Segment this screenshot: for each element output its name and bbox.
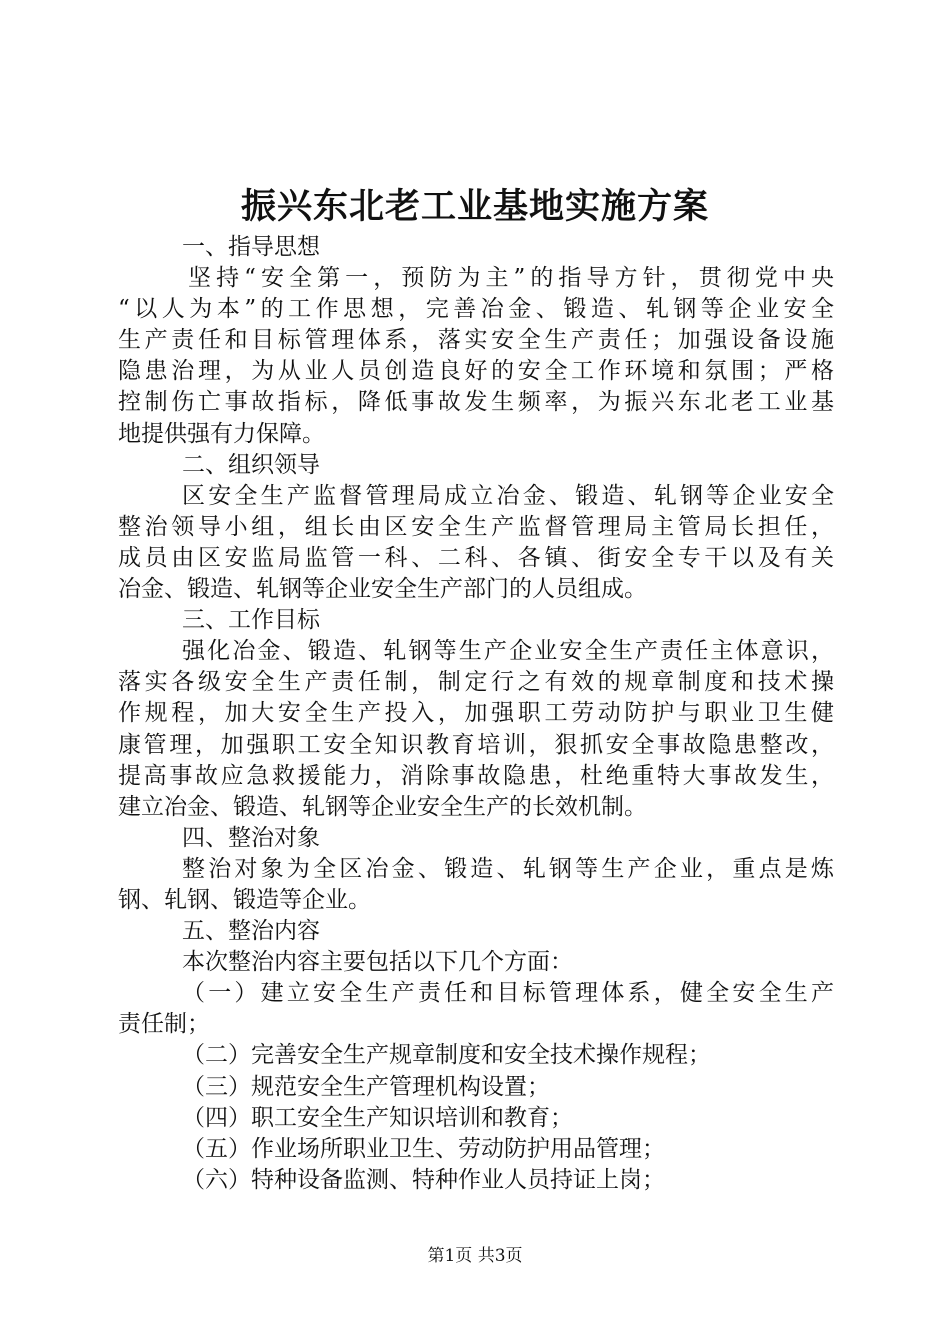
paragraph-line: 整治领导小组，组长由区安全生产监督管理局主管局长担任， <box>118 513 834 540</box>
list-item-6: （六）特种设备监测、特种作业人员持证上岗； <box>182 1166 665 1193</box>
paragraph-line: 本次整治内容主要包括以下几个方面： <box>182 949 573 976</box>
paragraph-line: 强化冶金、锻造、轧钢等生产企业安全生产责任主体意识， <box>182 638 834 665</box>
paragraph-line: 成员由区安监局监管一科、二科、各镇、街安全专干以及有关 <box>118 544 834 571</box>
paragraph-line: 作规程，加大安全生产投入，加强职工劳动防护与职业卫生健 <box>118 700 834 727</box>
section-heading-targets: 四、整治对象 <box>182 824 320 851</box>
section-heading-work-goals: 三、工作目标 <box>182 607 320 634</box>
paragraph-line: 生产责任和目标管理体系，落实安全生产责任；加强设备设施 <box>118 327 834 354</box>
paragraph-line: 康管理，加强职工安全知识教育培训，狠抓安全事故隐患整改， <box>118 731 834 758</box>
paragraph-line: 落实各级安全生产责任制，制定行之有效的规章制度和技术操 <box>118 669 834 696</box>
list-item-4: （四）职工安全生产知识培训和教育； <box>182 1104 573 1131</box>
document-body <box>118 232 834 1196</box>
paragraph-line: 冶金、锻造、轧钢等企业安全生产部门的人员组成。 <box>118 576 647 603</box>
paragraph-line: 建立冶金、锻造、轧钢等企业安全生产的长效机制。 <box>118 793 647 820</box>
paragraph-line: 整治对象为全区冶金、锻造、轧钢等生产企业，重点是炼 <box>182 855 834 882</box>
section-heading-organization: 二、组织领导 <box>182 451 320 478</box>
paragraph-line: 坚持“安全第一，预防为主”的指导方针，贯彻党中央 <box>188 265 834 292</box>
list-item-5: （五）作业场所职业卫生、劳动防护用品管理； <box>182 1135 665 1162</box>
list-item-2: （二）完善安全生产规章制度和安全技术操作规程； <box>182 1042 711 1069</box>
paragraph-line: 钢、轧钢、锻造等企业。 <box>118 886 371 913</box>
paragraph-line: 区安全生产监督管理局成立冶金、锻造、轧钢等企业安全 <box>182 482 834 509</box>
paragraph-line: “以人为本”的工作思想，完善冶金、锻造、轧钢等企业安全 <box>118 296 834 323</box>
document-title: 振兴东北老工业基地实施方案 <box>240 186 709 227</box>
list-item-1-continued: 责任制； <box>118 1011 210 1038</box>
paragraph-line: 地提供强有力保障。 <box>118 420 325 447</box>
paragraph-line: 隐患治理，为从业人员创造良好的安全工作环境和氛围；严格 <box>118 358 834 385</box>
list-item-3: （三）规范安全生产管理机构设置； <box>182 1073 550 1100</box>
section-heading-guiding-ideology: 一、指导思想 <box>182 234 320 260</box>
list-item-1: （一）建立安全生产责任和目标管理体系，健全安全生产 <box>182 980 834 1007</box>
section-heading-contents: 五、整治内容 <box>182 918 320 945</box>
page-number-footer: 第1页 共3页 <box>427 1246 523 1266</box>
paragraph-line: 控制伤亡事故指标，降低事故发生频率，为振兴东北老工业基 <box>118 389 834 416</box>
paragraph-line: 提高事故应急救援能力，消除事故隐患，杜绝重特大事故发生， <box>118 762 834 789</box>
